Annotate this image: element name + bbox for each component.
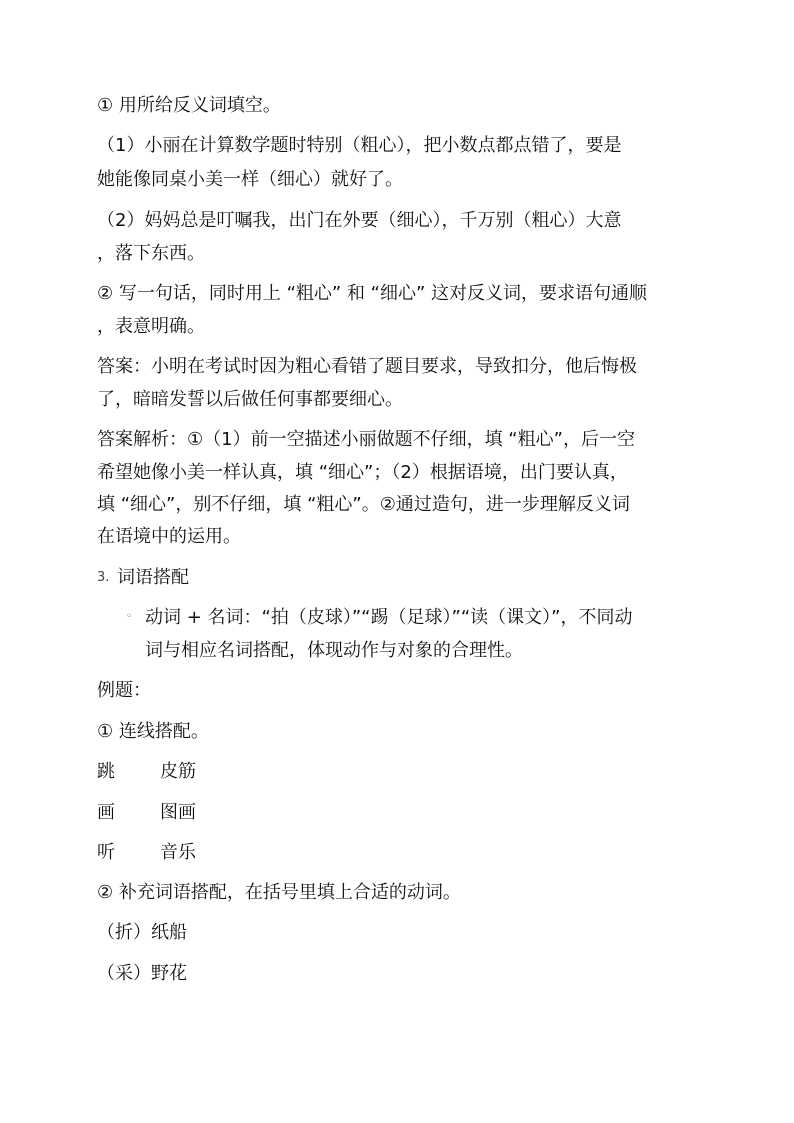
- question-1-item-2-line-2: ，落下东西。: [97, 243, 205, 264]
- section-3-number: 3.: [97, 570, 110, 585]
- answer-line-1: 答案：小明在考试时因为粗心看错了题目要求，导致扣分，他后悔极: [97, 356, 637, 377]
- question-2-title-line-2: ，表意明确。: [97, 316, 205, 337]
- matching-verb: 跳: [97, 761, 115, 782]
- fill-in-answer-2: （采）野花: [97, 963, 187, 984]
- explanation-line-3: 填 “细心”，别不仔细，填 “粗心”。②通过造句，进一步理解反义词: [97, 494, 630, 515]
- matching-noun: 皮筋: [160, 761, 196, 782]
- explanation-line-2: 希望她像小美一样认真，填 “细心”；（2）根据语境，出门要认真，: [97, 462, 628, 483]
- fill-in-question-title: ② 补充词语搭配，在括号里填上合适的动词。: [97, 882, 461, 903]
- question-2-title-line-1: ② 写一句话，同时用上 “粗心” 和 “细心” 这对反义词，要求语句通顺: [97, 283, 648, 304]
- example-label: 例题：: [97, 680, 151, 701]
- answer-line-2: 了，暗暗发誓以后做任何事都要细心。: [97, 389, 403, 410]
- matching-verb: 画: [97, 802, 115, 823]
- matching-verb: 听: [97, 842, 115, 863]
- question-1-item-1-line-1: （1）小丽在计算数学题时特别（粗心），把小数点都点错了，要是: [97, 135, 622, 156]
- explanation-line-4: 在语境中的运用。: [97, 526, 241, 547]
- bullet-line-1: 动词 + 名词：“拍（皮球）”“踢（足球）”“读（课文）”，不同动: [145, 607, 633, 628]
- fill-in-answer-1: （折）纸船: [97, 922, 187, 943]
- matching-noun: 音乐: [160, 842, 196, 863]
- section-3-heading: 词语搭配: [117, 567, 189, 588]
- question-1-title: ① 用所给反义词填空。: [97, 95, 281, 116]
- question-1-item-2-line-1: （2）妈妈总是叮嘱我，出门在外要（细心），千万别（粗心）大意: [97, 210, 622, 231]
- question-1-item-1-line-2: 她能像同桌小美一样（细心）就好了。: [97, 169, 403, 190]
- explanation-line-1: 答案解析：①（1）前一空描述小丽做题不仔细，填 “粗心”，后一空: [97, 429, 635, 450]
- bullet-line-2: 词与相应名词搭配，体现动作与对象的合理性。: [145, 640, 523, 661]
- matching-question-title: ① 连线搭配。: [97, 721, 209, 742]
- bullet-marker: ◦: [126, 611, 132, 622]
- matching-noun: 图画: [160, 802, 196, 823]
